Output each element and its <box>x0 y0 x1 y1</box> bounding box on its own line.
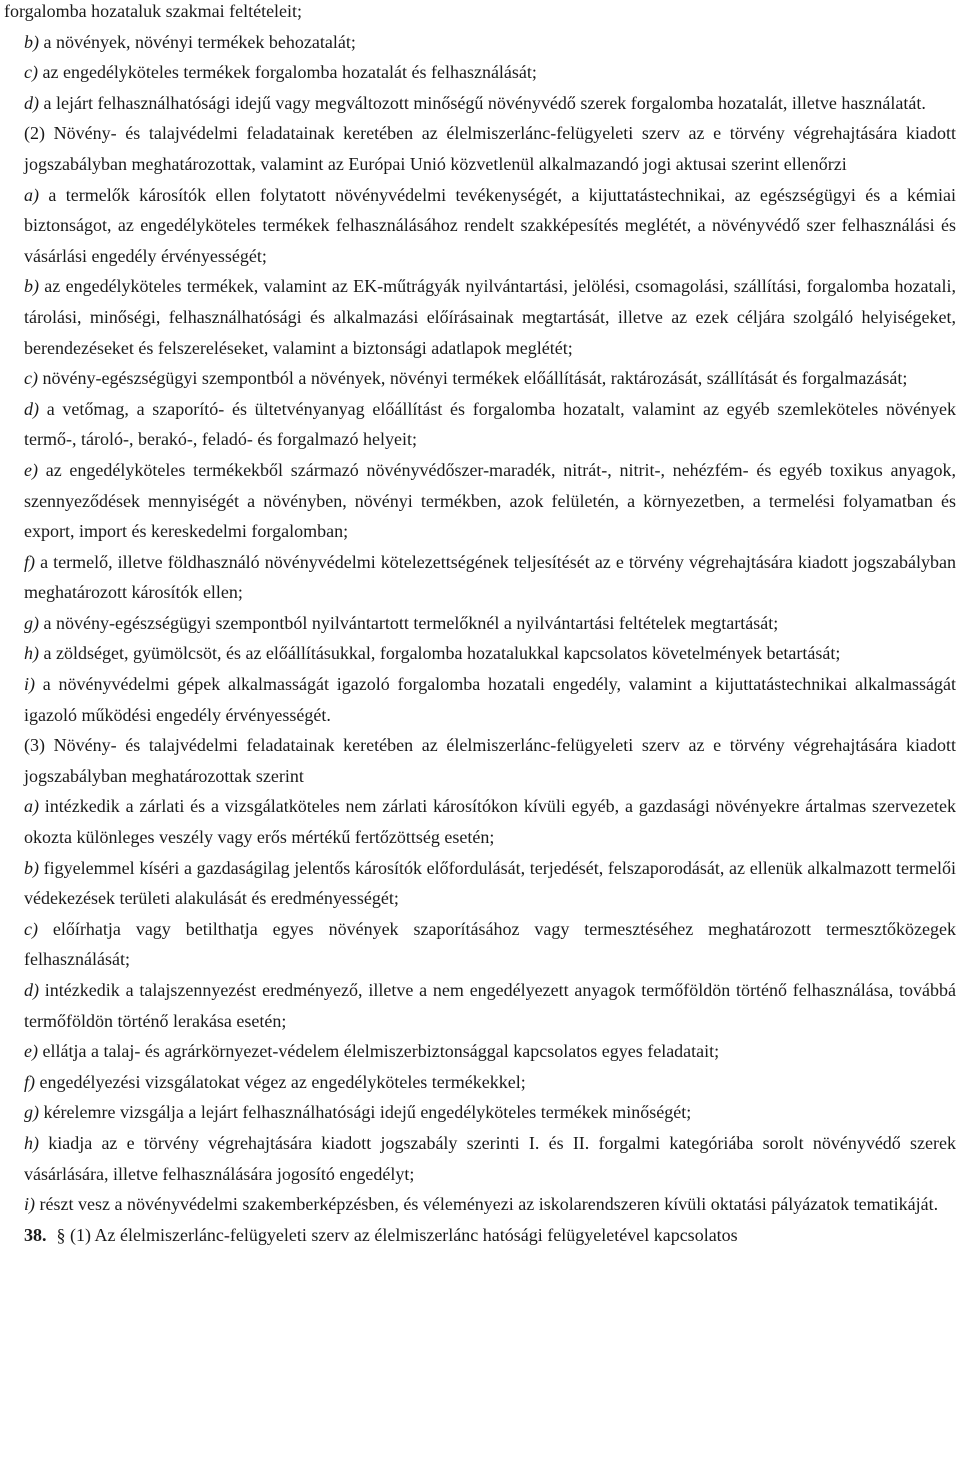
paragraph <box>4 118 956 179</box>
paragraph <box>4 0 956 27</box>
item-label: f) <box>24 1071 35 1092</box>
list-item-g <box>4 1097 956 1128</box>
item-text: előírhatja vagy betilthatja egyes növények szaporításához vagy termesztéséhez meghatározott termesztőközegek felhasználását; <box>24 918 956 970</box>
item-text: növény-egészségügyi szempontból a növények, növényi termékek előállítását, raktározását, szállítását és forgalmazását; <box>37 368 908 389</box>
list-item-b <box>4 271 956 363</box>
item-text: a vetőmag, a szaporító- és ültetvényanyag előállítást és forgalomba hozatalt, valamint az egyéb szemleköteles növények termő-, tároló-, berakó-, feladó- és forgalmazó helyeit; <box>24 398 956 450</box>
item-text: a növényvédelmi gépek alkalmasságát igazoló forgalomba hozatali engedély, valamint a kijuttatástechnikai alkalmasságát igazoló működési engedély érvényességét. <box>24 674 956 725</box>
list-item-d <box>4 975 956 1036</box>
item-text: figyelemmel kíséri a gazdaságilag jelentős károsítók előfordulását, terjedését, felszaporodását, az ellenük alkalmazott termelői védekezések területi alakulását és eredményességét; <box>24 857 956 909</box>
list-item-g <box>4 608 956 639</box>
item-label: g) <box>24 612 39 633</box>
section-sign: § <box>56 1224 66 1245</box>
item-label: a) <box>24 184 39 205</box>
list-item-e <box>4 455 956 547</box>
item-label: b) <box>24 276 39 297</box>
item-text: az engedélyköteles termékek forgalomba hozatalát és felhasználását; <box>37 62 537 83</box>
item-text: forgalomba hozataluk szakmai feltételeit; <box>4 1 303 21</box>
list-item-f <box>4 547 956 608</box>
item-text: az engedélyköteles termékekből származó növényvédőszer-maradék, nitrát-, nitrit-, nehézfém- és egyéb toxikus anyagok, szennyeződések mennyiségét a növényben, növényi termékben, azok felületén, a környezetben, a termelési folyamatban és export, import és kereskedelmi forgalomban; <box>24 459 956 542</box>
item-text: részt vesz a növényvédelmi szakemberképzésben, és véleményezi az iskolarendszeren kívüli oktatási pályázatok tematikáját. <box>35 1194 939 1215</box>
item-text: intézkedik a talajszennyezést eredményező, illetve a nem engedélyezett anyagok termőföldön történő felhasználása, továbbá termőföldön történő lerakása esetén; <box>24 980 956 1031</box>
item-label: d) <box>24 92 39 113</box>
item-label: b) <box>24 31 39 52</box>
list-item-b <box>4 27 956 58</box>
section-text: (1) Az élelmiszerlánc-felügyeleti szerv az élelmiszerlánc hatósági felügyeletével kapcsolatos <box>70 1224 738 1245</box>
item-text: ellátja a talaj- és agrárkörnyezet-védelem élelmiszerbiztonsággal kapcsolatos egyes feladatait; <box>37 1041 720 1062</box>
item-text: engedélyezési vizsgálatokat végez az engedélyköteles termékekkel; <box>35 1071 526 1092</box>
item-label: e) <box>24 1041 38 1062</box>
paragraph <box>4 730 956 791</box>
item-text: (3) Növény- és talajvédelmi feladatainak keretében az élelmiszerlánc-felügyeleti szerv az e törvény végrehajtására kiadott jogszabályban meghatározottak szerint <box>24 735 956 786</box>
list-item-c <box>4 57 956 88</box>
list-item-i <box>4 669 956 730</box>
item-label: a) <box>24 796 39 817</box>
item-text: a zöldséget, gyümölcsöt, és az előállításukkal, forgalomba hozatalukkal kapcsolatos követelmények betartását; <box>39 643 841 664</box>
list-item-d <box>4 394 956 455</box>
item-text: az engedélyköteles termékek, valamint az EK-műtrágyák nyilvántartási, jelölési, csomagolási, szállítási, forgalomba hozatali, tárolási, minőségi, felhasználhatósági és alkalmazási előírásainak megtartását, illetve az ezek céljára szolgáló helyiségeket, berendezéseket és felszereléseket, valamint a biztonsági adatlapok meglétét; <box>24 276 956 358</box>
item-text: kérelemre vizsgálja a lejárt felhasználhatósági idejű engedélyköteles termékek minőségét; <box>39 1102 692 1123</box>
item-text: kiadja az e törvény végrehajtására kiadott jogszabály szerinti I. és II. forgalmi kategóriába sorolt növényvédő szerek vásárlására, illetve felhasználására jogosító engedélyt; <box>24 1132 956 1184</box>
item-label: h) <box>24 1132 39 1153</box>
item-label: f) <box>24 551 35 572</box>
list-item-c <box>4 363 956 394</box>
item-text: intézkedik a zárlati és a vizsgálatköteles nem zárlati károsítókon kívüli egyéb, a gazdasági növényekre ártalmas szervezetek okozta különleges veszély vagy erős mértékű fertőzöttség esetén; <box>24 796 956 848</box>
item-label: c) <box>24 368 38 389</box>
list-item-d <box>4 88 956 119</box>
item-text: a növény-egészségügyi szempontból nyilvántartott termelőknél a nyilvántartási feltételek megtartását; <box>39 612 779 633</box>
item-text: a termelők károsítók ellen folytatott növényvédelmi tevékenységét, a kijuttatástechnikai, az egészségügyi és a kémiai biztonságot, az engedélyköteles termékek felhasználásához rendelt szakképesítés meglétét, a növényvédő szer felhasználási és vásárlási engedély érvényességét; <box>24 184 956 266</box>
item-text: a növények, növényi termékek behozatalát; <box>39 31 356 52</box>
document-body <box>4 0 956 1220</box>
item-text: a termelő, illetve földhasználó növényvédelmi kötelezettségének teljesítését az e törvény végrehajtására kiadott jogszabályban meghatározott károsítók ellen; <box>24 551 956 603</box>
list-item-h <box>4 638 956 669</box>
list-item-a <box>4 180 956 272</box>
list-item-i <box>4 1189 956 1220</box>
list-item-h <box>4 1128 956 1189</box>
item-label: c) <box>24 918 38 939</box>
item-label: i) <box>24 1194 35 1215</box>
item-text: a lejárt felhasználhatósági idejű vagy megváltozott minőségű növényvédő szerek forgalomba hozatalát, illetve használatát. <box>39 92 926 113</box>
item-label: g) <box>24 1102 39 1123</box>
item-text: (2) Növény- és talajvédelmi feladatainak keretében az élelmiszerlánc-felügyeleti szerv az e törvény végrehajtására kiadott jogszabályban meghatározottak, valamint az Európai Unió közvetlenül alkalmazandó jogi aktusai szerint ellenőrzi <box>24 123 956 174</box>
item-label: d) <box>24 398 39 419</box>
list-item-b <box>4 853 956 914</box>
item-label: e) <box>24 459 38 480</box>
section-heading-paragraph <box>4 1220 956 1251</box>
list-item-e <box>4 1036 956 1067</box>
list-item-c <box>4 914 956 975</box>
item-label: i) <box>24 674 35 695</box>
item-label: c) <box>24 62 38 83</box>
item-label: b) <box>24 857 39 878</box>
item-label: h) <box>24 643 39 664</box>
section-number: 38. <box>24 1224 47 1245</box>
list-item-f <box>4 1067 956 1098</box>
item-label: d) <box>24 980 39 1000</box>
list-item-a <box>4 791 956 852</box>
